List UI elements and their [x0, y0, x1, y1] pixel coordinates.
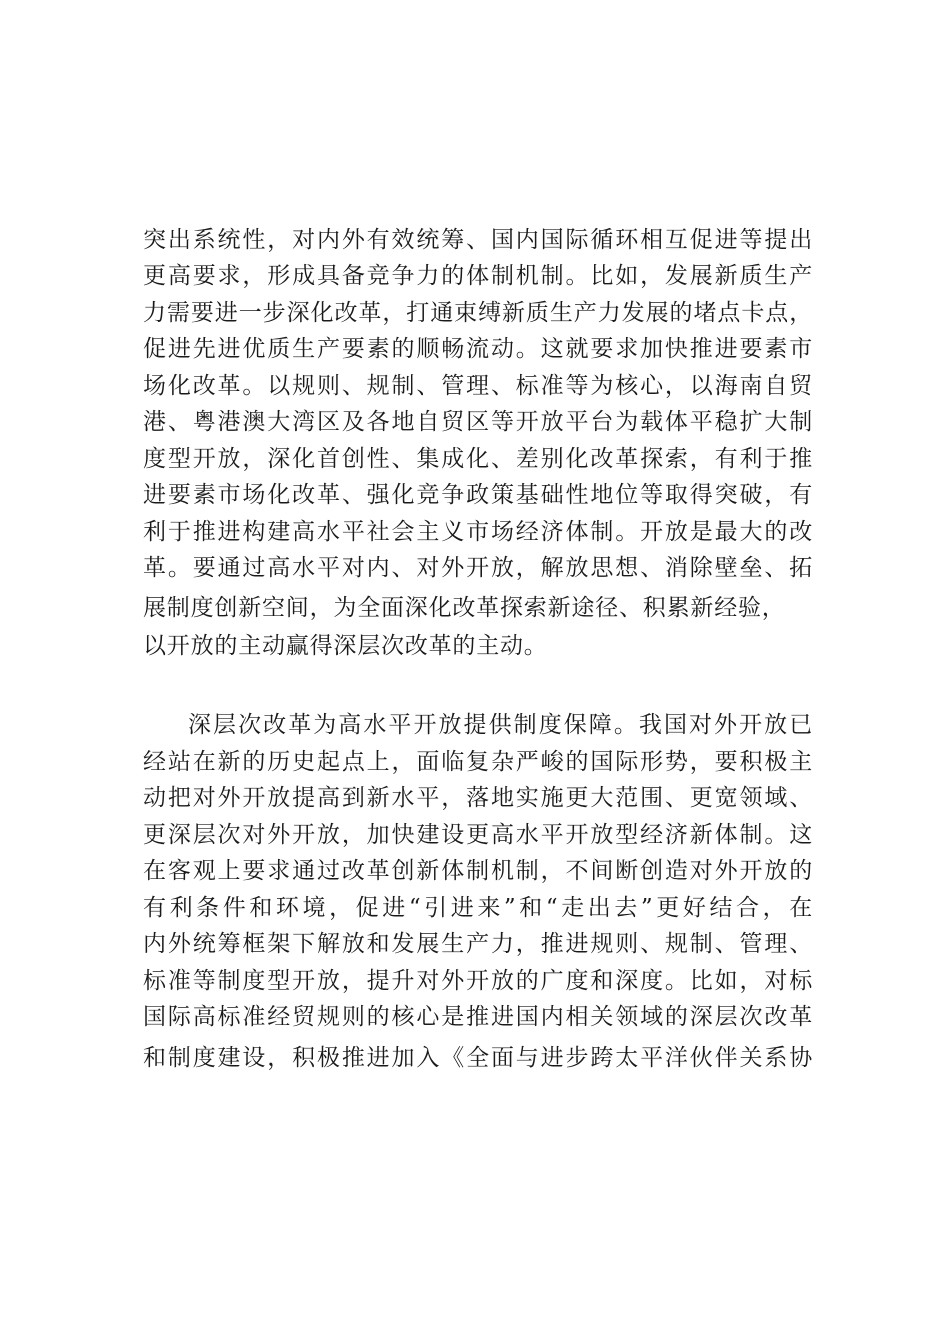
paragraph-1-line-11: 展制度创新空间，为全面深化改革探索新途径、积累新经验， — [143, 595, 786, 621]
paragraph-2-line-5: 在客观上要求通过改革创新体制机制，不间断创造对外开放的 — [143, 858, 813, 884]
paragraph-2-line-3: 动把对外开放提高到新水平，落地实施更大范围、更宽领域、 — [143, 785, 813, 811]
paragraph-1-line-9: 利于推进构建高水平社会主义市场经济体制。开放是最大的改 — [143, 519, 813, 545]
paragraph-1-line-12: 以开放的主动赢得深层次改革的主动。 — [143, 633, 548, 659]
paragraph-2-line-8: 标准等制度型开放，提升对外开放的广度和深度。比如，对标 — [143, 968, 813, 994]
paragraph-2-line-10: 和制度建设，积极推进加入《全面与进步跨太平洋伙伴关系协 — [143, 1045, 813, 1071]
paragraph-1-line-5: 场化改革。以规则、规制、管理、标准等为核心，以海南自贸 — [143, 373, 813, 399]
paragraph-1-line-6: 港、粤港澳大湾区及各地自贸区等开放平台为载体平稳扩大制 — [143, 409, 813, 435]
paragraph-1-line-1: 突出系统性，对内外有效统筹、国内国际循环相互促进等提出 — [143, 227, 813, 253]
paragraph-1-line-3: 力需要进一步深化改革，打通束缚新质生产力发展的堵点卡点， — [143, 300, 813, 326]
paragraph-2-line-9: 国际高标准经贸规则的核心是推进国内相关领域的深层次改革 — [143, 1004, 813, 1030]
paragraph-2-line-4: 更深层次对外开放，加快建设更高水平开放型经济新体制。这 — [143, 822, 813, 848]
paragraph-2-line-6: 有利条件和环境，促进“引进来”和“走出去”更好结合，在 — [143, 895, 813, 921]
paragraph-1-line-10: 革。要通过高水平对内、对外开放，解放思想、消除壁垒、拓 — [143, 555, 813, 581]
paragraph-1-line-4: 促进先进优质生产要素的顺畅流动。这就要求加快推进要素市 — [143, 336, 813, 362]
paragraph-1-line-8: 进要素市场化改革、强化竞争政策基础性地位等取得突破，有 — [143, 482, 813, 508]
paragraph-2-line-2: 经站在新的历史起点上，面临复杂严峻的国际形势，要积极主 — [143, 749, 813, 775]
paragraph-2-line-1: 深层次改革为高水平开放提供制度保障。我国对外开放已 — [188, 712, 813, 738]
paragraph-1-line-7: 度型开放，深化首创性、集成化、差别化改革探索，有利于推 — [143, 446, 813, 472]
paragraph-1-line-2: 更高要求，形成具备竞争力的体制机制。比如，发展新质生产 — [143, 263, 813, 289]
paragraph-2-line-7: 内外统筹框架下解放和发展生产力，推进规则、规制、管理、 — [143, 931, 813, 957]
